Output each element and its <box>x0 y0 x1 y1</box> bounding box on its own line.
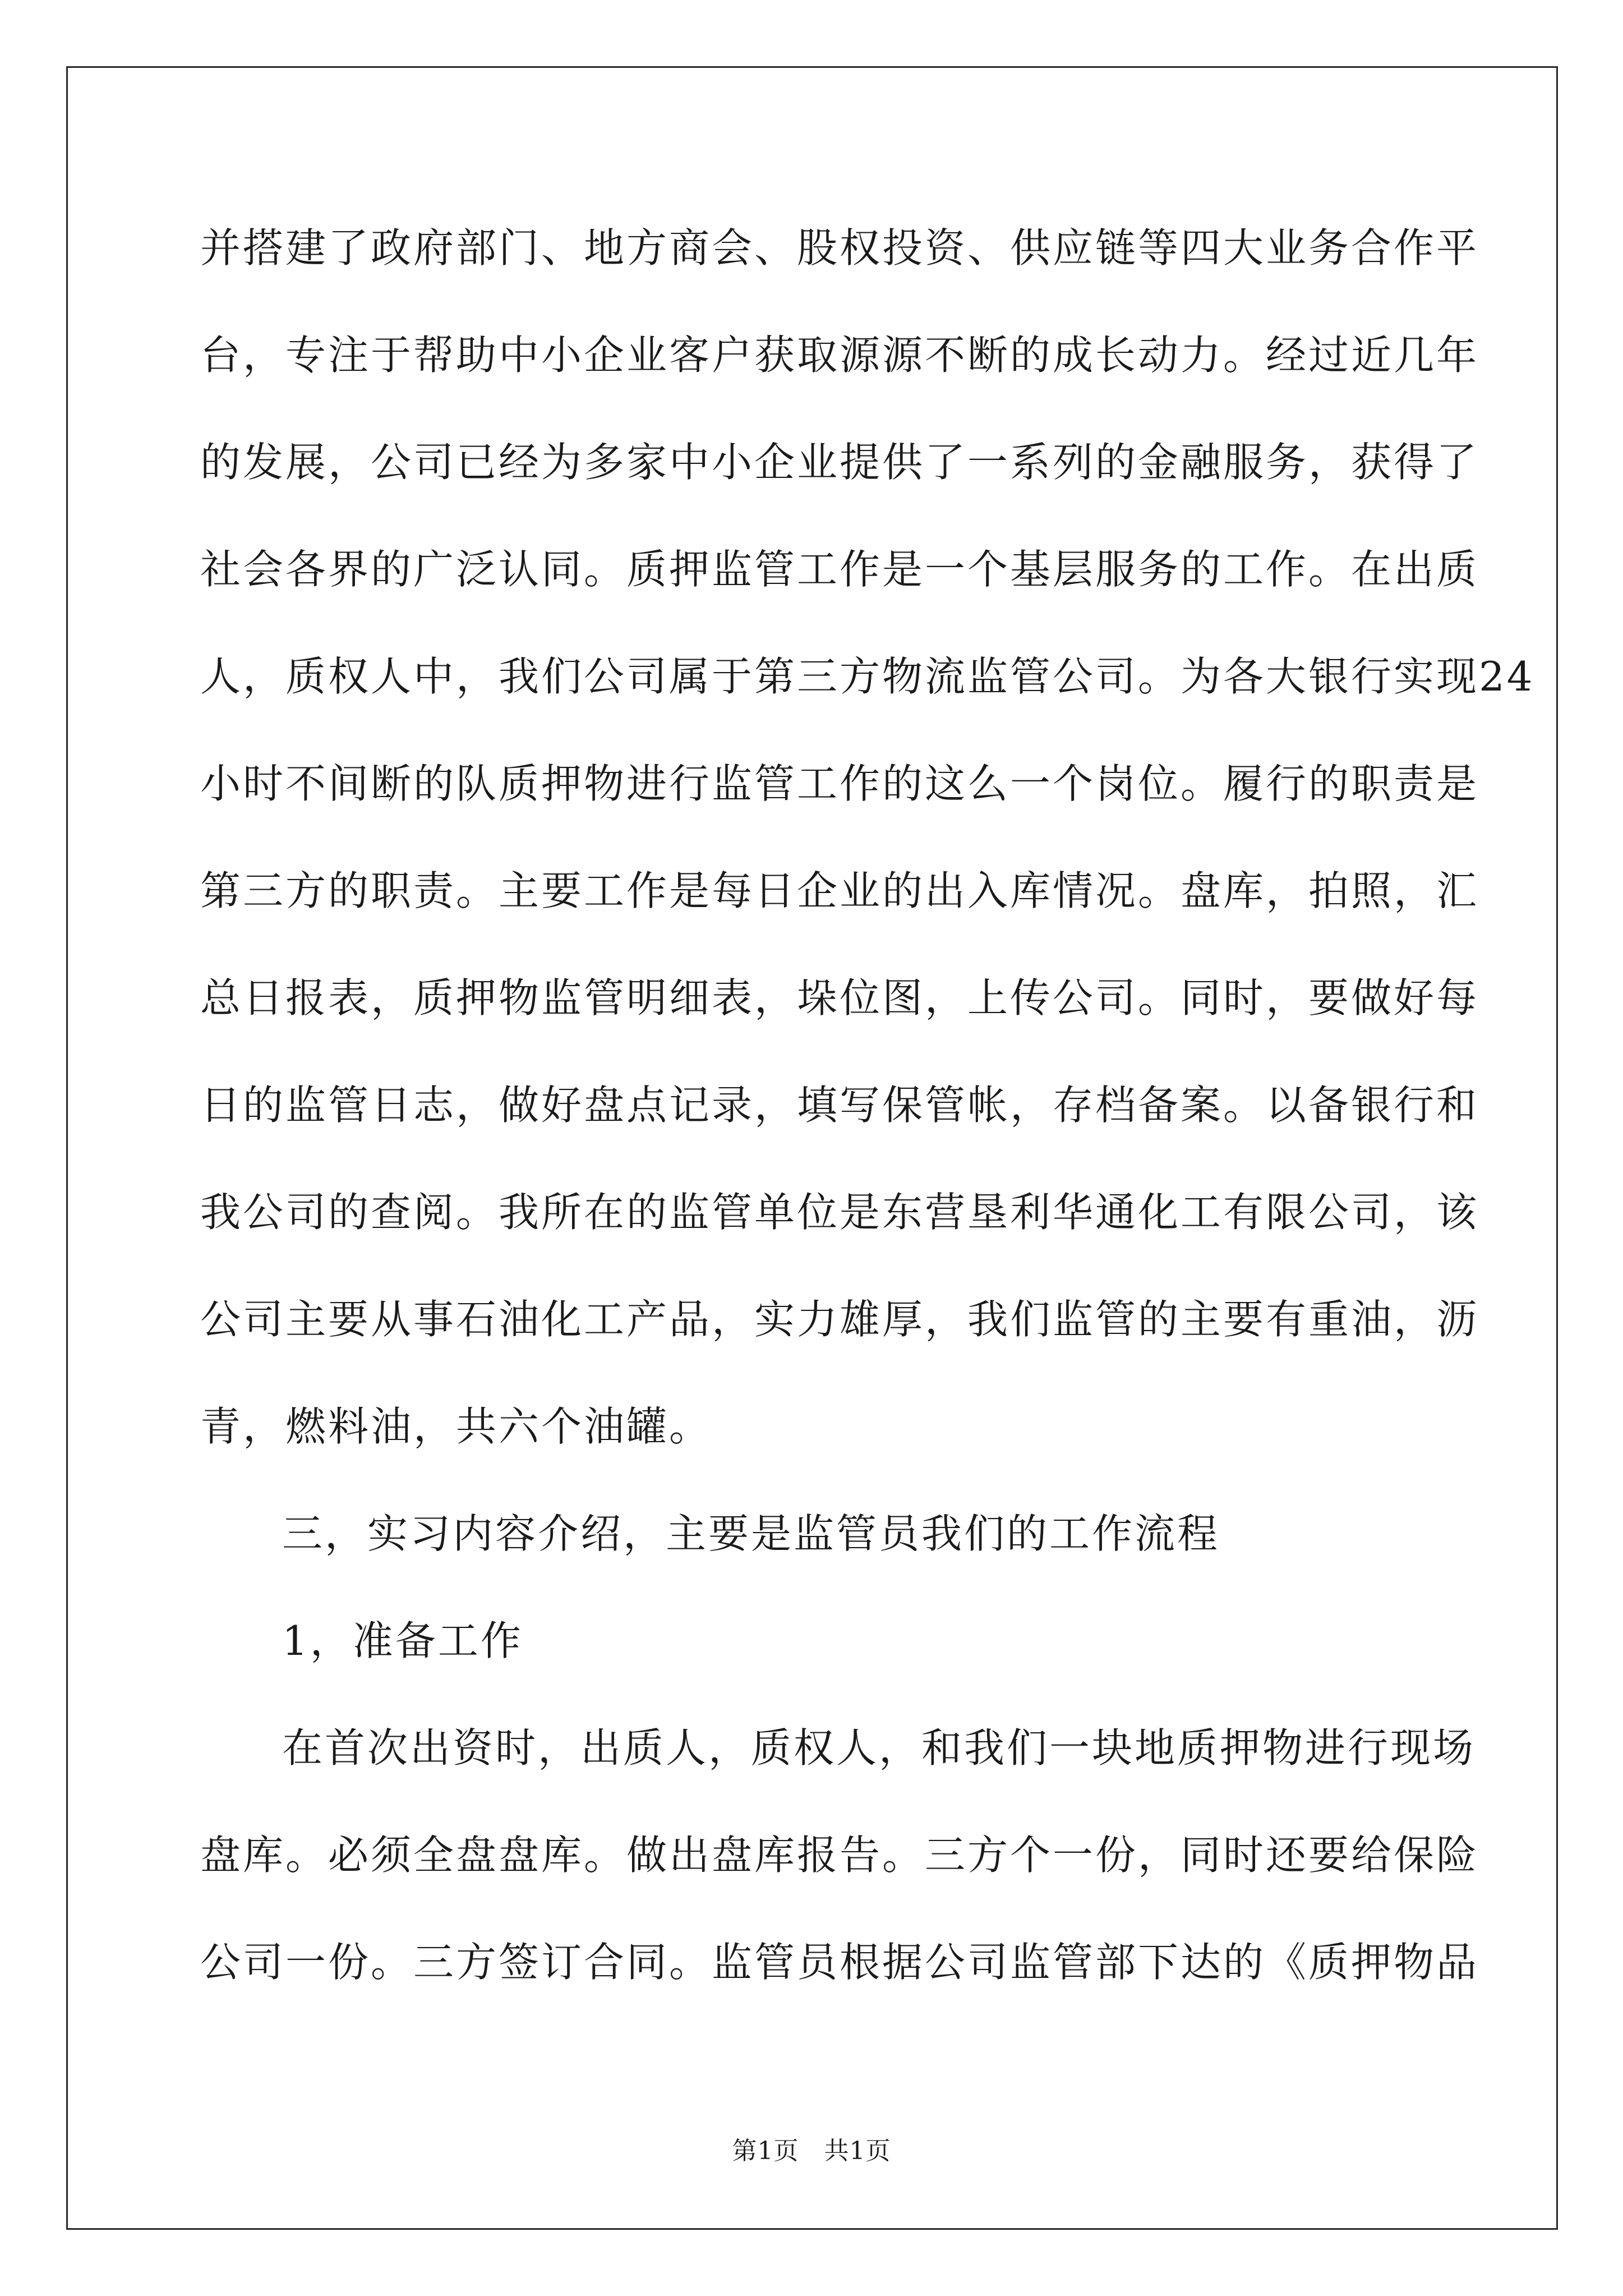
section-heading: 三，实习内容介绍，主要是监管员我们的工作流程 <box>282 1510 1220 1557</box>
text-line: 公司主要从事石油化工产品，实力雄厚，我们监管的主要有重油，沥 <box>200 1296 1479 1343</box>
text-line: 社会各界的广泛认同。质押监管工作是一个基层服务的工作。在出质 <box>200 546 1479 593</box>
text-line: 我公司的查阅。我所在的监管单位是东营垦利华通化工有限公司，该 <box>200 1189 1479 1236</box>
page-number-footer: 第1页 共1页 <box>732 2137 891 2165</box>
subsection-heading: 1，准备工作 <box>282 1617 523 1664</box>
text-line: 公司一份。三方签订合同。监管员根据公司监管部下达的《质押物品 <box>200 1939 1479 1986</box>
text-line: 并搭建了政府部门、地方商会、股权投资、供应链等四大业务合作平 <box>200 224 1479 272</box>
text-line: 日的监管日志，做好盘点记录，填写保管帐，存档备案。以备银行和 <box>200 1082 1479 1129</box>
text-line: 总日报表，质押物监管明细表，垛位图，上传公司。同时，要做好每 <box>200 974 1479 1022</box>
text-line: 青，燃料油，共六个油罐。 <box>200 1403 712 1450</box>
text-line: 第三方的职责。主要工作是每日企业的出入库情况。盘库，拍照，汇 <box>200 867 1479 914</box>
document-body <box>200 216 1535 2037</box>
text-line: 台，专注于帮助中小企业客户获取源源不断的成长动力。经过近几年 <box>200 332 1479 379</box>
text-line: 盘库。必须全盘盘库。做出盘库报告。三方个一份，同时还要给保险 <box>200 1832 1479 1879</box>
text-line: 在首次出资时，出质人，质权人，和我们一块地质押物进行现场 <box>282 1724 1476 1772</box>
text-line: 小时不间断的队质押物进行监管工作的这么一个岗位。履行的职责是 <box>200 760 1479 807</box>
text-line: 的发展，公司已经为多家中小企业提供了一系列的金融服务，获得了 <box>200 439 1479 486</box>
text-line: 人，质权人中，我们公司属于第三方物流监管公司。为各大银行实现24 <box>200 653 1535 700</box>
